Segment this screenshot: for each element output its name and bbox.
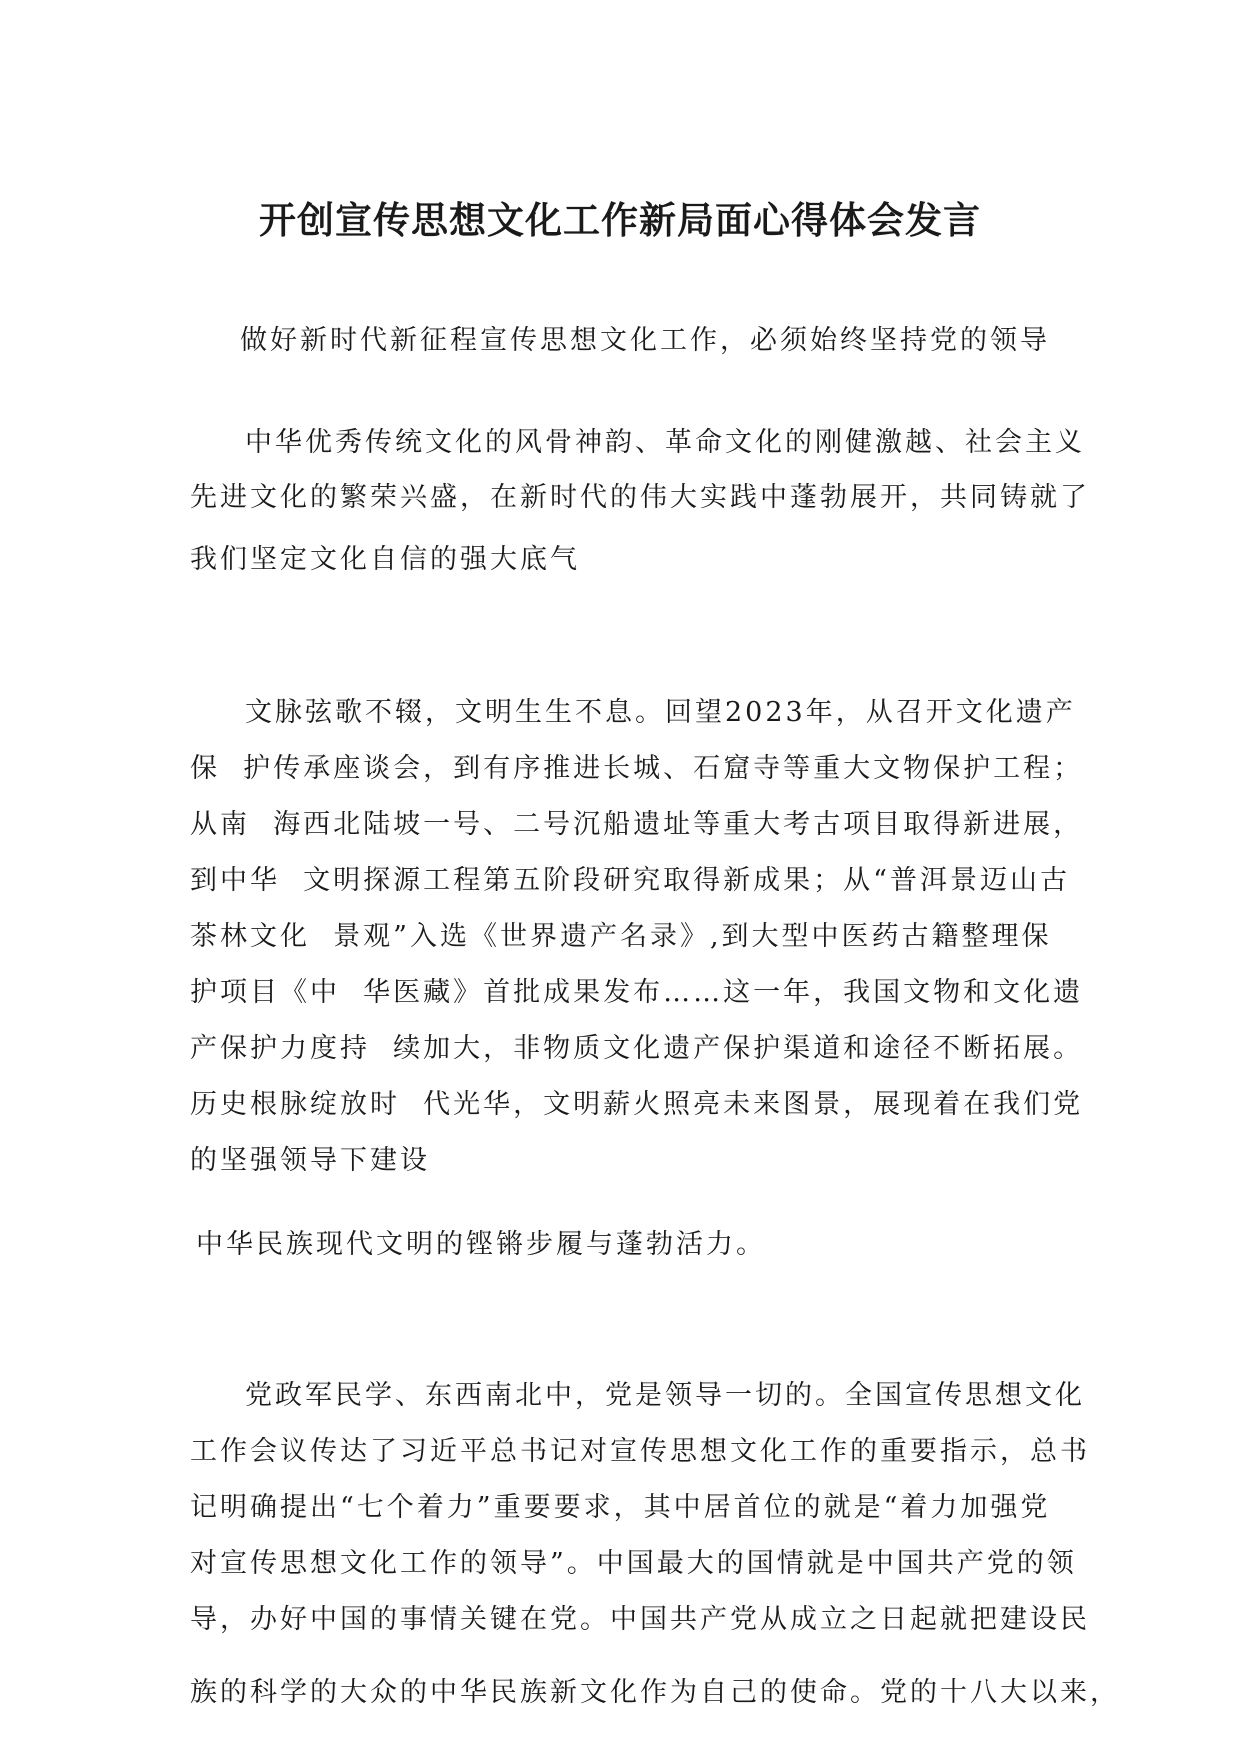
paragraph-2-line: 到中华 文明探源工程第五阶段研究取得新成果；从“普洱景迈山古 xyxy=(190,865,1070,896)
paragraph-2-line: 保 护传承座谈会，到有序推进长城、石窟寺等重大文物保护工程； xyxy=(190,753,1084,784)
paragraph-3-line: 导，办好中国的事情关键在党。中国共产党从成立之日起就把建设民 xyxy=(190,1604,1090,1635)
document-subtitle: 做好新时代新征程宣传思想文化工作，必须始终坚持党的领导 xyxy=(240,325,1050,356)
paragraph-3-line: 工作会议传达了习近平总书记对宣传思想文化工作的重要指示，总书 xyxy=(190,1436,1090,1467)
paragraph-2-line: 护项目《中 华医藏》首批成果发布……这一年，我国文物和文化遗 xyxy=(190,977,1084,1008)
paragraph-3-line: 族的科学的大众的中华民族新文化作为自己的使命。党的十八大以来， xyxy=(190,1677,1120,1708)
paragraph-1-line: 我们坚定文化自信的强大底气 xyxy=(190,544,580,575)
paragraph-3-line: 对宣传思想文化工作的领导”。中国最大的国情就是中国共产党的领 xyxy=(190,1548,1077,1579)
paragraph-1-line: 中华优秀传统文化的风骨神韵、革命文化的刚健激越、社会主义 xyxy=(245,427,1085,458)
paragraph-2-line: 茶林文化 景观”入选《世界遗产名录》,到大型中医药古籍整理保 xyxy=(190,921,1052,952)
paragraph-2-line: 历史根脉绽放时 代光华，文明薪火照亮未来图景，展现着在我们党 xyxy=(190,1089,1084,1120)
paragraph-2-line: 产保护力度持 续加大，非物质文化遗产保护渠道和途径不断拓展。 xyxy=(190,1033,1084,1064)
paragraph-3-line: 党政军民学、东西南北中，党是领导一切的。全国宣传思想文化 xyxy=(245,1380,1085,1411)
paragraph-3-line: 记明确提出“七个着力”重要要求，其中居首位的就是“着力加强党 xyxy=(190,1492,1051,1523)
paragraph-2-line: 文脉弦歌不辍，文明生生不息。回望2023年，从召开文化遗产 xyxy=(245,697,1076,728)
paragraph-2-tail: 中华民族现代文明的铿锵步履与蓬勃活力。 xyxy=(196,1229,766,1260)
paragraph-2-line: 的坚强领导下建设 xyxy=(190,1145,430,1176)
document-title: 开创宣传思想文化工作新局面心得体会发言 xyxy=(259,199,981,242)
paragraph-1-line: 先进文化的繁荣兴盛，在新时代的伟大实践中蓬勃展开，共同铸就了 xyxy=(190,482,1090,513)
paragraph-2-line: 从南 海西北陆坡一号、二号沉船遗址等重大考古项目取得新进展， xyxy=(190,809,1084,840)
